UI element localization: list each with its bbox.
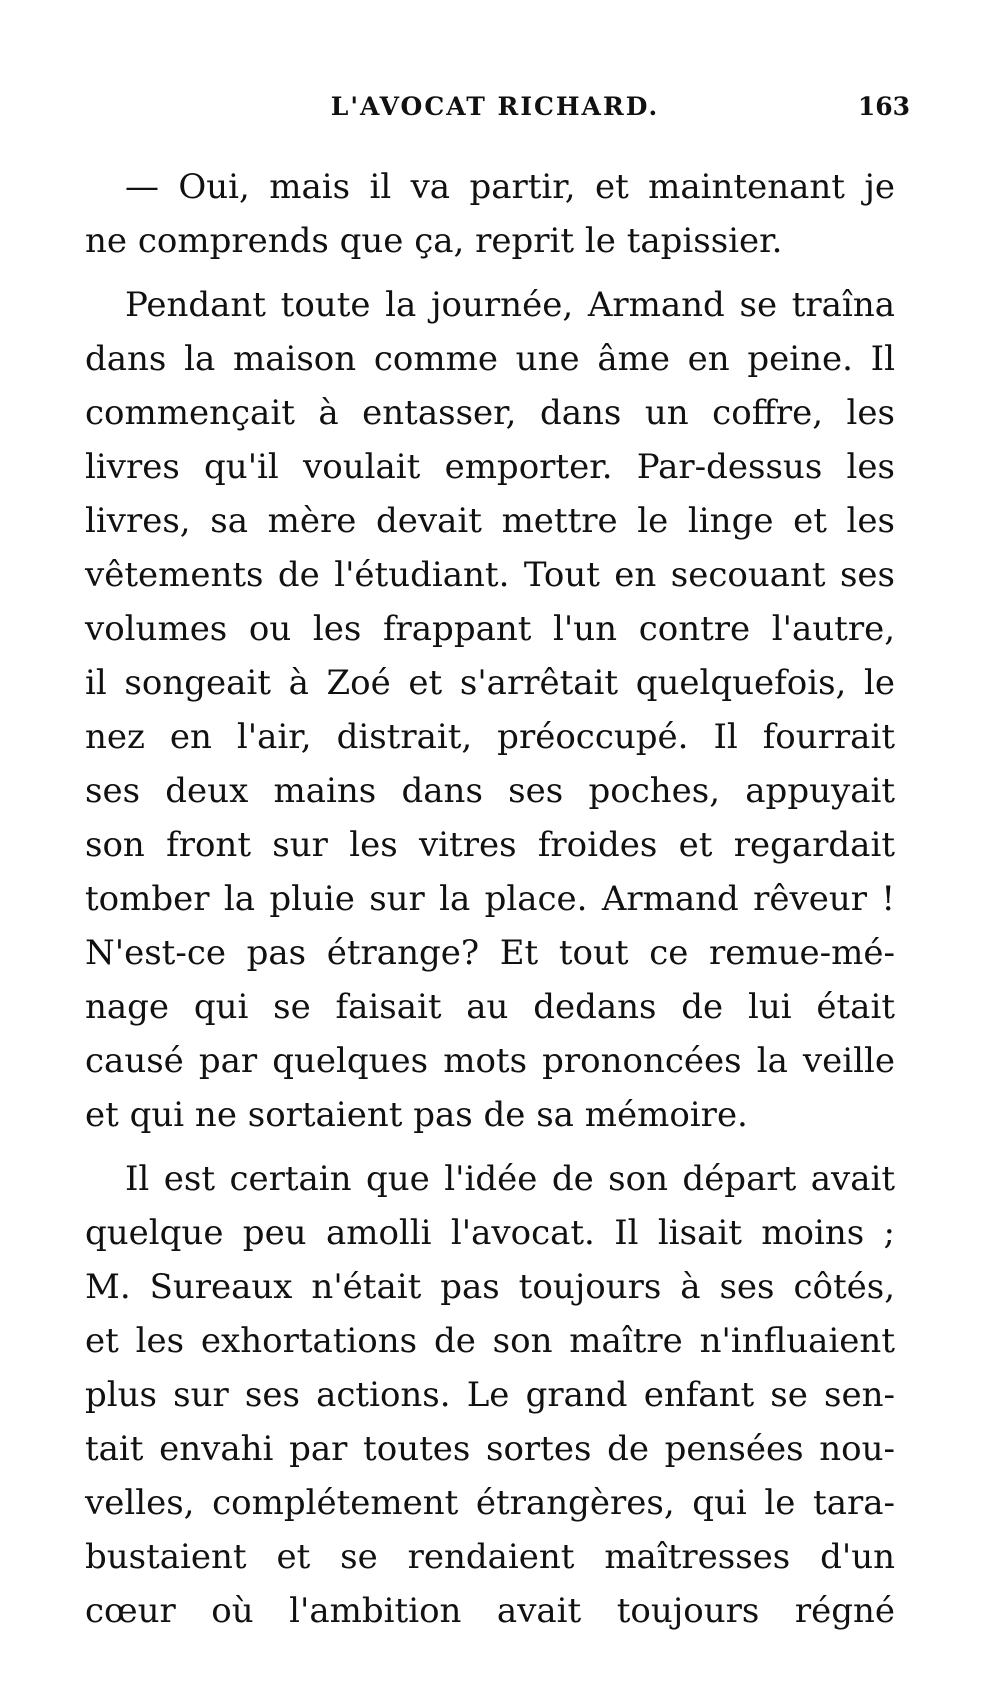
text-line: tait envahi par toutes sortes de pensées nou- xyxy=(85,1429,895,1469)
text-line: quelque peu amolli l'avocat. Il lisait moins ; xyxy=(85,1213,895,1253)
text-line: nez en l'air, distrait, préoccupé. Il fourrait xyxy=(85,717,895,757)
text-line: livres, sa mère devait mettre le linge et les xyxy=(85,501,895,541)
text-line: il songeait à Zoé et s'arrêtait quelquefois, le xyxy=(85,663,895,703)
text-line: ses deux mains dans ses poches, appuyait xyxy=(85,771,895,811)
text-line: commençait à entasser, dans un coffre, les xyxy=(85,393,895,433)
text-line: son front sur les vitres froides et regardait xyxy=(85,825,895,865)
text-line: livres qu'il voulait emporter. Par-dessus les xyxy=(85,447,895,487)
text-line: — Oui, mais il va partir, et maintenant je xyxy=(125,167,895,207)
paragraph xyxy=(85,1152,895,1638)
text-line: dans la maison comme une âme en peine. Il xyxy=(85,339,895,379)
text-line: nage qui se faisait au dedans de lui était xyxy=(85,987,895,1027)
text-line: Pendant toute la journée, Armand se traîna xyxy=(125,285,895,325)
text-line: plus sur ses actions. Le grand enfant se sen- xyxy=(85,1375,895,1415)
running-head xyxy=(80,92,910,132)
text-line: cœur où l'ambition avait toujours régné xyxy=(85,1591,895,1631)
text-line: et les exhortations de son maître n'influaient xyxy=(85,1321,895,1361)
body-text xyxy=(85,160,895,1638)
paragraph xyxy=(85,278,895,1142)
text-line: et qui ne sortaient pas de sa mémoire. xyxy=(85,1095,748,1135)
text-line: vêtements de l'étudiant. Tout en secouant ses xyxy=(85,555,895,595)
page-number: 163 xyxy=(857,92,910,121)
text-line: velles, complétement étrangères, qui le tara- xyxy=(85,1483,895,1523)
text-line: volumes ou les frappant l'un contre l'autre, xyxy=(85,609,895,649)
text-line: M. Sureaux n'était pas toujours à ses côtés, xyxy=(85,1267,895,1307)
text-line: tomber la pluie sur la place. Armand rêveur ! xyxy=(85,879,895,919)
paragraph xyxy=(85,160,895,268)
text-line: bustaient et se rendaient maîtresses d'un xyxy=(85,1537,895,1577)
text-line: N'est-ce pas étrange? Et tout ce remue-mé- xyxy=(85,933,895,973)
text-line: ne comprends que ça, reprit le tapissier. xyxy=(85,221,783,261)
text-line: causé par quelques mots prononcées la veille xyxy=(85,1041,895,1081)
running-title: L'AVOCAT RICHARD. xyxy=(330,92,660,121)
text-line: Il est certain que l'idée de son départ avait xyxy=(125,1159,895,1199)
